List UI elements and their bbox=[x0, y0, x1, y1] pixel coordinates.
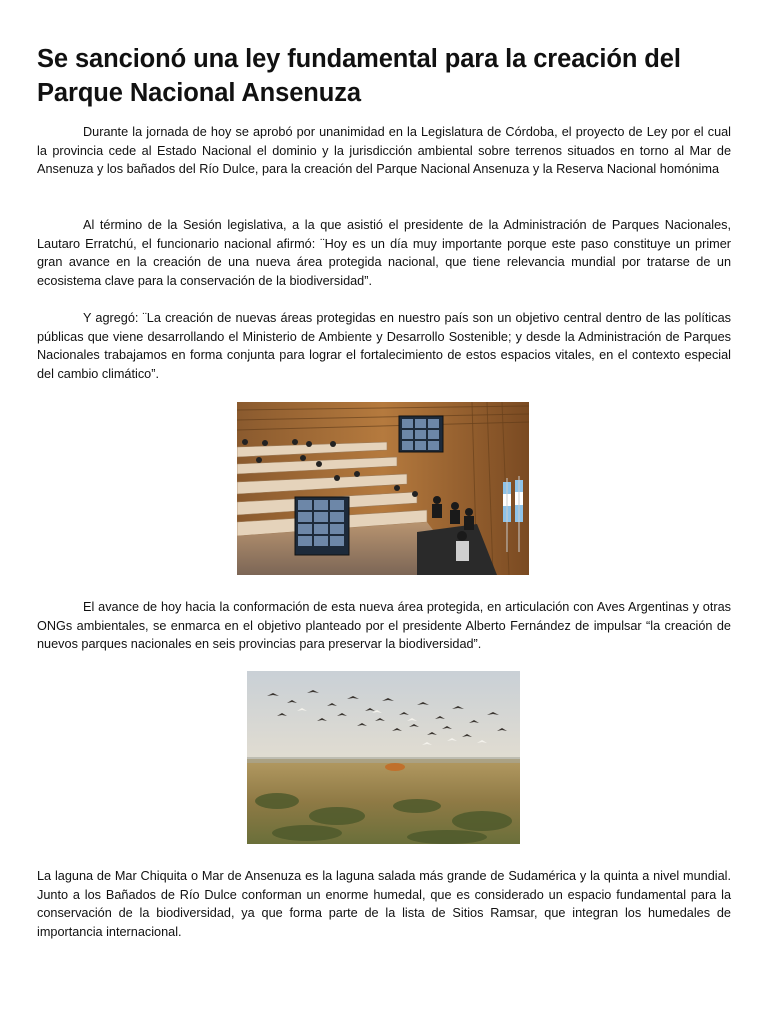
legislature-session-photo bbox=[237, 402, 529, 575]
wetland-birds-photo bbox=[247, 671, 520, 844]
article-paragraph: Al término de la Sesión legislativa, a la que asistió el presidente de la Administración de Parques Nacionales, Lautaro Erratchú, el funcionario nacional afirmó: ¨Hoy es un día muy importante porque este paso constituye un primer gran avance en la creación de una nueva área protegida nacional, que tiene relevancia mundial por tratarse de un ecosistema clave para la conservación de la biodiversidad”. bbox=[37, 218, 731, 288]
article-paragraph: La laguna de Mar Chiquita o Mar de Ansenuza es la laguna salada más grande de Sudamérica y la quinta a nivel mundial. Junto a los Bañados de Río Dulce conforman un enorme humedal, que es considerado un espacio fundamental para la conservación de la biodiversidad, ya que forma parte de la lista de Sitios Ramsar, que integran los humedales de importancia internacional. bbox=[37, 869, 731, 939]
article-paragraph: Durante la jornada de hoy se aprobó por unanimidad en la Legislatura de Córdoba, el proyecto de Ley por el cual la provincia cede al Estado Nacional el dominio y la jurisdicción ambiental sobre terrenos situados en torno al Mar de Ansenuza y los bañados del Río Dulce, para la creación del Parque Nacional Ansenuza y la Reserva Nacional homónima bbox=[37, 125, 731, 177]
article-title: Se sancionó una ley fundamental para la creación del Parque Nacional Ansenuza bbox=[37, 45, 681, 107]
article-paragraph: El avance de hoy hacia la conformación de esta nueva área protegida, en articulación con Aves Argentinas y otras ONGs ambientales, se enmarca en el objetivo planteado por el presidente Alberto Fernández de impulsar “la creación de nuevos parques nacionales en seis provincias para preservar la biodiversidad”. bbox=[37, 600, 731, 652]
article-paragraph: Y agregó: ¨La creación de nuevas áreas protegidas en nuestro país son un objetivo central dentro de las políticas públicas que viene desarrollando el Ministerio de Ambiente y Desarrollo Sostenible; y desde la Administración de Parques Nacionales trabajamos en forma conjunta para lograr el fortalecimiento de estos espacios vitales, en el contexto especial del cambio climático”. bbox=[37, 311, 731, 381]
